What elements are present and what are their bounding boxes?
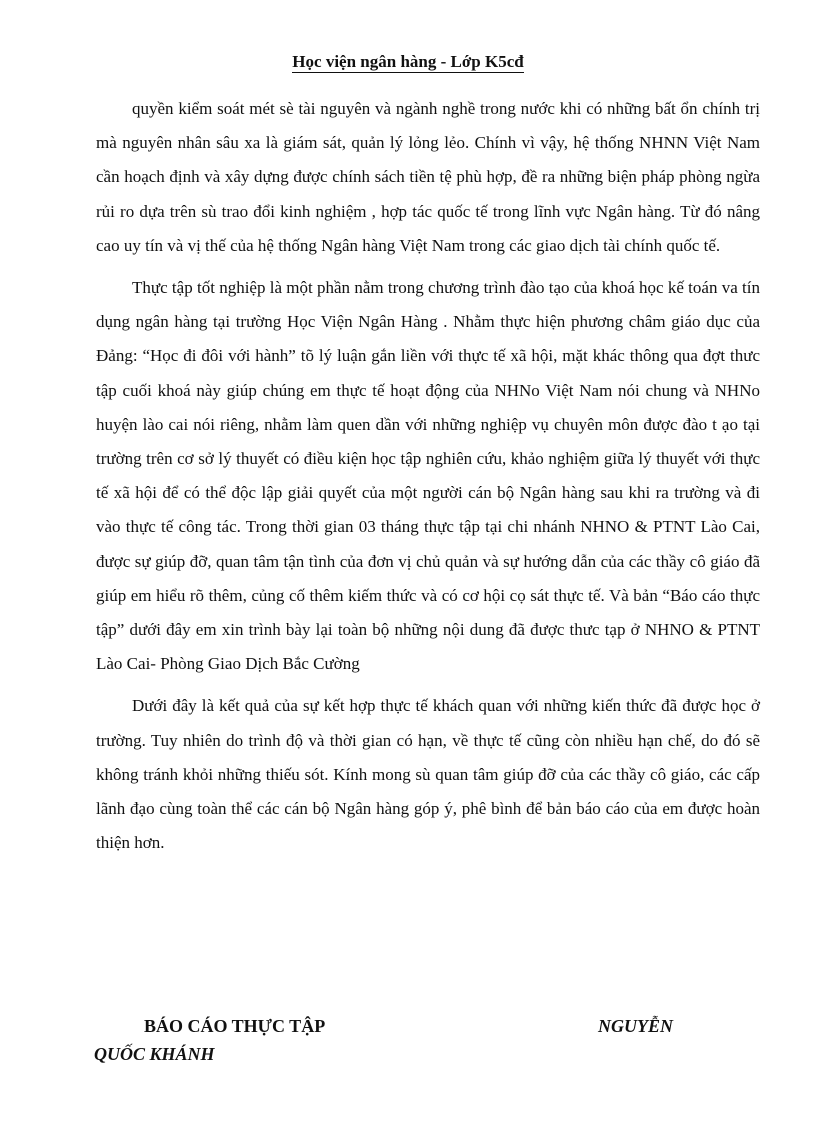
document-body — [96, 92, 760, 868]
paragraph-1: quyền kiểm soát mét sè tài nguyên và ngành nghề trong nước khi có những bất ổn chính trị mà nguyên nhân sâu xa là giám sát, quản lý lỏng lẻo. Chính vì vậy, hệ thống NHNN Việt Nam cần hoạch định và xây dựng được chính sách tiền tệ phù hợp, đề ra những biện pháp phòng ngừa rủi ro dựa trên sù trao đổi kinh nghiệm , hợp tác quốc tế trong lĩnh vực Ngân hàng. Từ đó nâng cao uy tín và vị thế của hệ thống Ngân hàng Việt Nam trong các giao dịch tài chính quốc tế. — [96, 99, 760, 255]
page-footer — [94, 1012, 696, 1064]
author-name-first: NGUYỄN — [598, 1016, 673, 1036]
report-title: BÁO CÁO THỰC TẬP — [144, 1016, 326, 1036]
author-name-second: QUỐC KHÁNH — [94, 1044, 215, 1064]
paragraph-3: Dưới đây là kết quả của sự kết hợp thực tế khách quan với những kiến thức đã được học ở trường. Tuy nhiên do trình độ và thời gian có hạn, về thực tế cũng còn nhiều hạn chế, do đó sẽ không tránh khỏi những thiếu sót. Kính mong sù quan tâm giúp đỡ của các thầy cô giáo, các cấp lãnh đạo cùng toàn thể các cán bộ Ngân hàng góp ý, phê bình để bản báo cáo của em được hoàn thiện hơn. — [96, 696, 760, 853]
header-title: Học viện ngân hàng - Lớp K5cđ — [292, 52, 524, 71]
page-header — [0, 52, 816, 72]
paragraph-2: Thực tập tốt nghiệp là một phần nằm trong chương trình đào tạo của khoá học kế toán va tín dụng ngân hàng tại trường Học Viện Ngân Hàng . Nhằm thực hiện phương châm giáo dục của Đảng: “Học đi đôi với hành” tõ lý luận gắn liền với thực tế xã hội, mặt khác thông qua đợt thưc tập cuối khoá này giúp chúng em thực tế hoạt động của NHNo Việt Nam nói chung và NHNo huyện lào cai nói riêng, nhằm làm quen dần với những nghiệp vụ chuyên môn được đào t ạo tại trường trên cơ sở lý thuyết có điều kiện học tập nghiên cứu, khảo nghiệm giữa lý thuyết với thực tế xã hội để có thể độc lập giải quyết của một người cán bộ Ngân hàng sau khi ra trường và đi vào thực tế công tác. Trong thời gian 03 tháng thực tập tại chi nhánh NHNO & PTNT Lào Cai, được sự giúp đỡ, quan tâm tận tình của đơn vị chủ quản và sự hướng dẫn của các thầy cô giáo đã giúp em hiểu rõ thêm, củng cố thêm kiếm thức và có cơ hội cọ sát thực tế. Và bản “Báo cáo thực tập” dưới đây em xin trình bày lại toàn bộ những nội dung đã được thưc tạp ở NHNO & PTNT Lào Cai- Phòng Giao Dịch Bắc Cường — [96, 278, 760, 674]
